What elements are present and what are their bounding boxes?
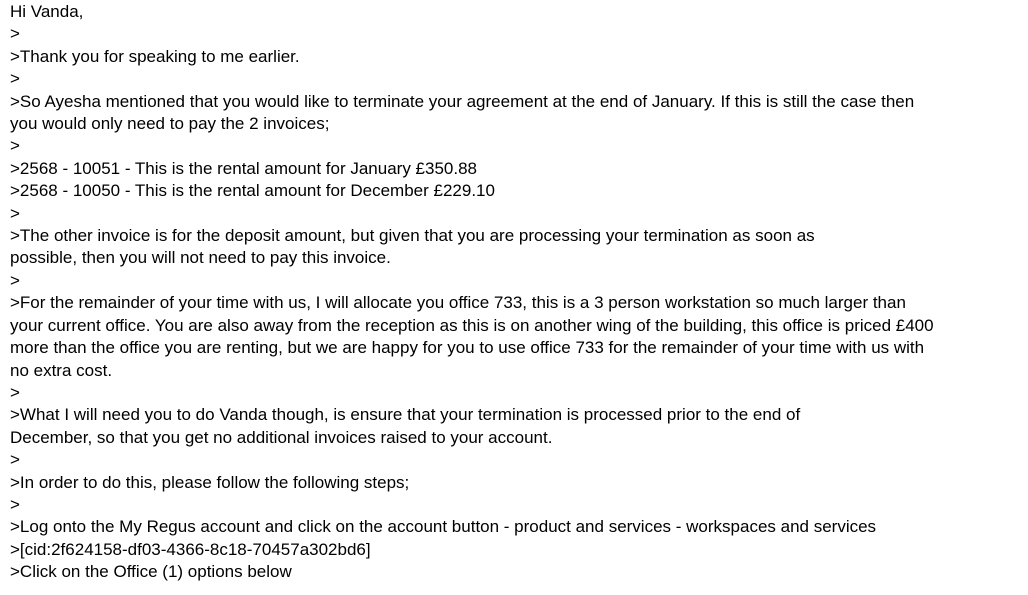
invoice-january-line: >2568 - 10051 - This is the rental amount for January £350.88	[10, 158, 478, 178]
quote-marker: >	[10, 203, 20, 223]
quote-marker: >	[10, 24, 20, 44]
thank-you-line: >Thank you for speaking to me earlier.	[10, 46, 300, 66]
invoice-december-line: >2568 - 10050 - This is the rental amount for December £229.10	[10, 181, 495, 201]
office-allocation-paragraph: >For the remainder of your time with us, I will allocate you office 733, this is a 3 person workstation so much larger than your current office. You are also away from the reception as this is on another wing of the building, this office is priced £400 more than the office you are renting, but we are happy for you to use office 733 for the remainder of your time with us with no extra cost.	[10, 293, 939, 380]
deposit-paragraph: >The other invoice is for the deposit amount, but given that you are processing your termination as soon as possible, then you will not need to pay this invoice.	[10, 226, 820, 268]
quote-marker: >	[10, 69, 20, 89]
quote-marker: >	[10, 494, 20, 514]
quote-marker: >	[10, 382, 20, 402]
quote-marker: >	[10, 450, 20, 470]
office-options-line: >Click on the Office (1) options below	[10, 562, 292, 582]
quote-marker: >	[10, 270, 20, 290]
quote-marker: >	[10, 136, 20, 156]
embedded-image-reference: >[cid:2f624158-df03-4366-8c18-70457a302bd6]	[10, 539, 371, 559]
greeting: Hi Vanda,	[10, 2, 84, 21]
termination-deadline-paragraph: >What I will need you to do Vanda though, is ensure that your termination is processed prior to the end of December, so that you get no additional invoices raised to your account.	[10, 405, 805, 447]
email-body	[10, 1, 1020, 584]
login-instructions-paragraph: >Log onto the My Regus account and click on the account button - product and services - workspaces and services	[10, 517, 877, 537]
steps-intro-line: >In order to do this, please follow the following steps;	[10, 472, 410, 492]
termination-paragraph: >So Ayesha mentioned that you would like to terminate your agreement at the end of January. If this is still the case then you would only need to pay the 2 invoices;	[10, 91, 919, 134]
